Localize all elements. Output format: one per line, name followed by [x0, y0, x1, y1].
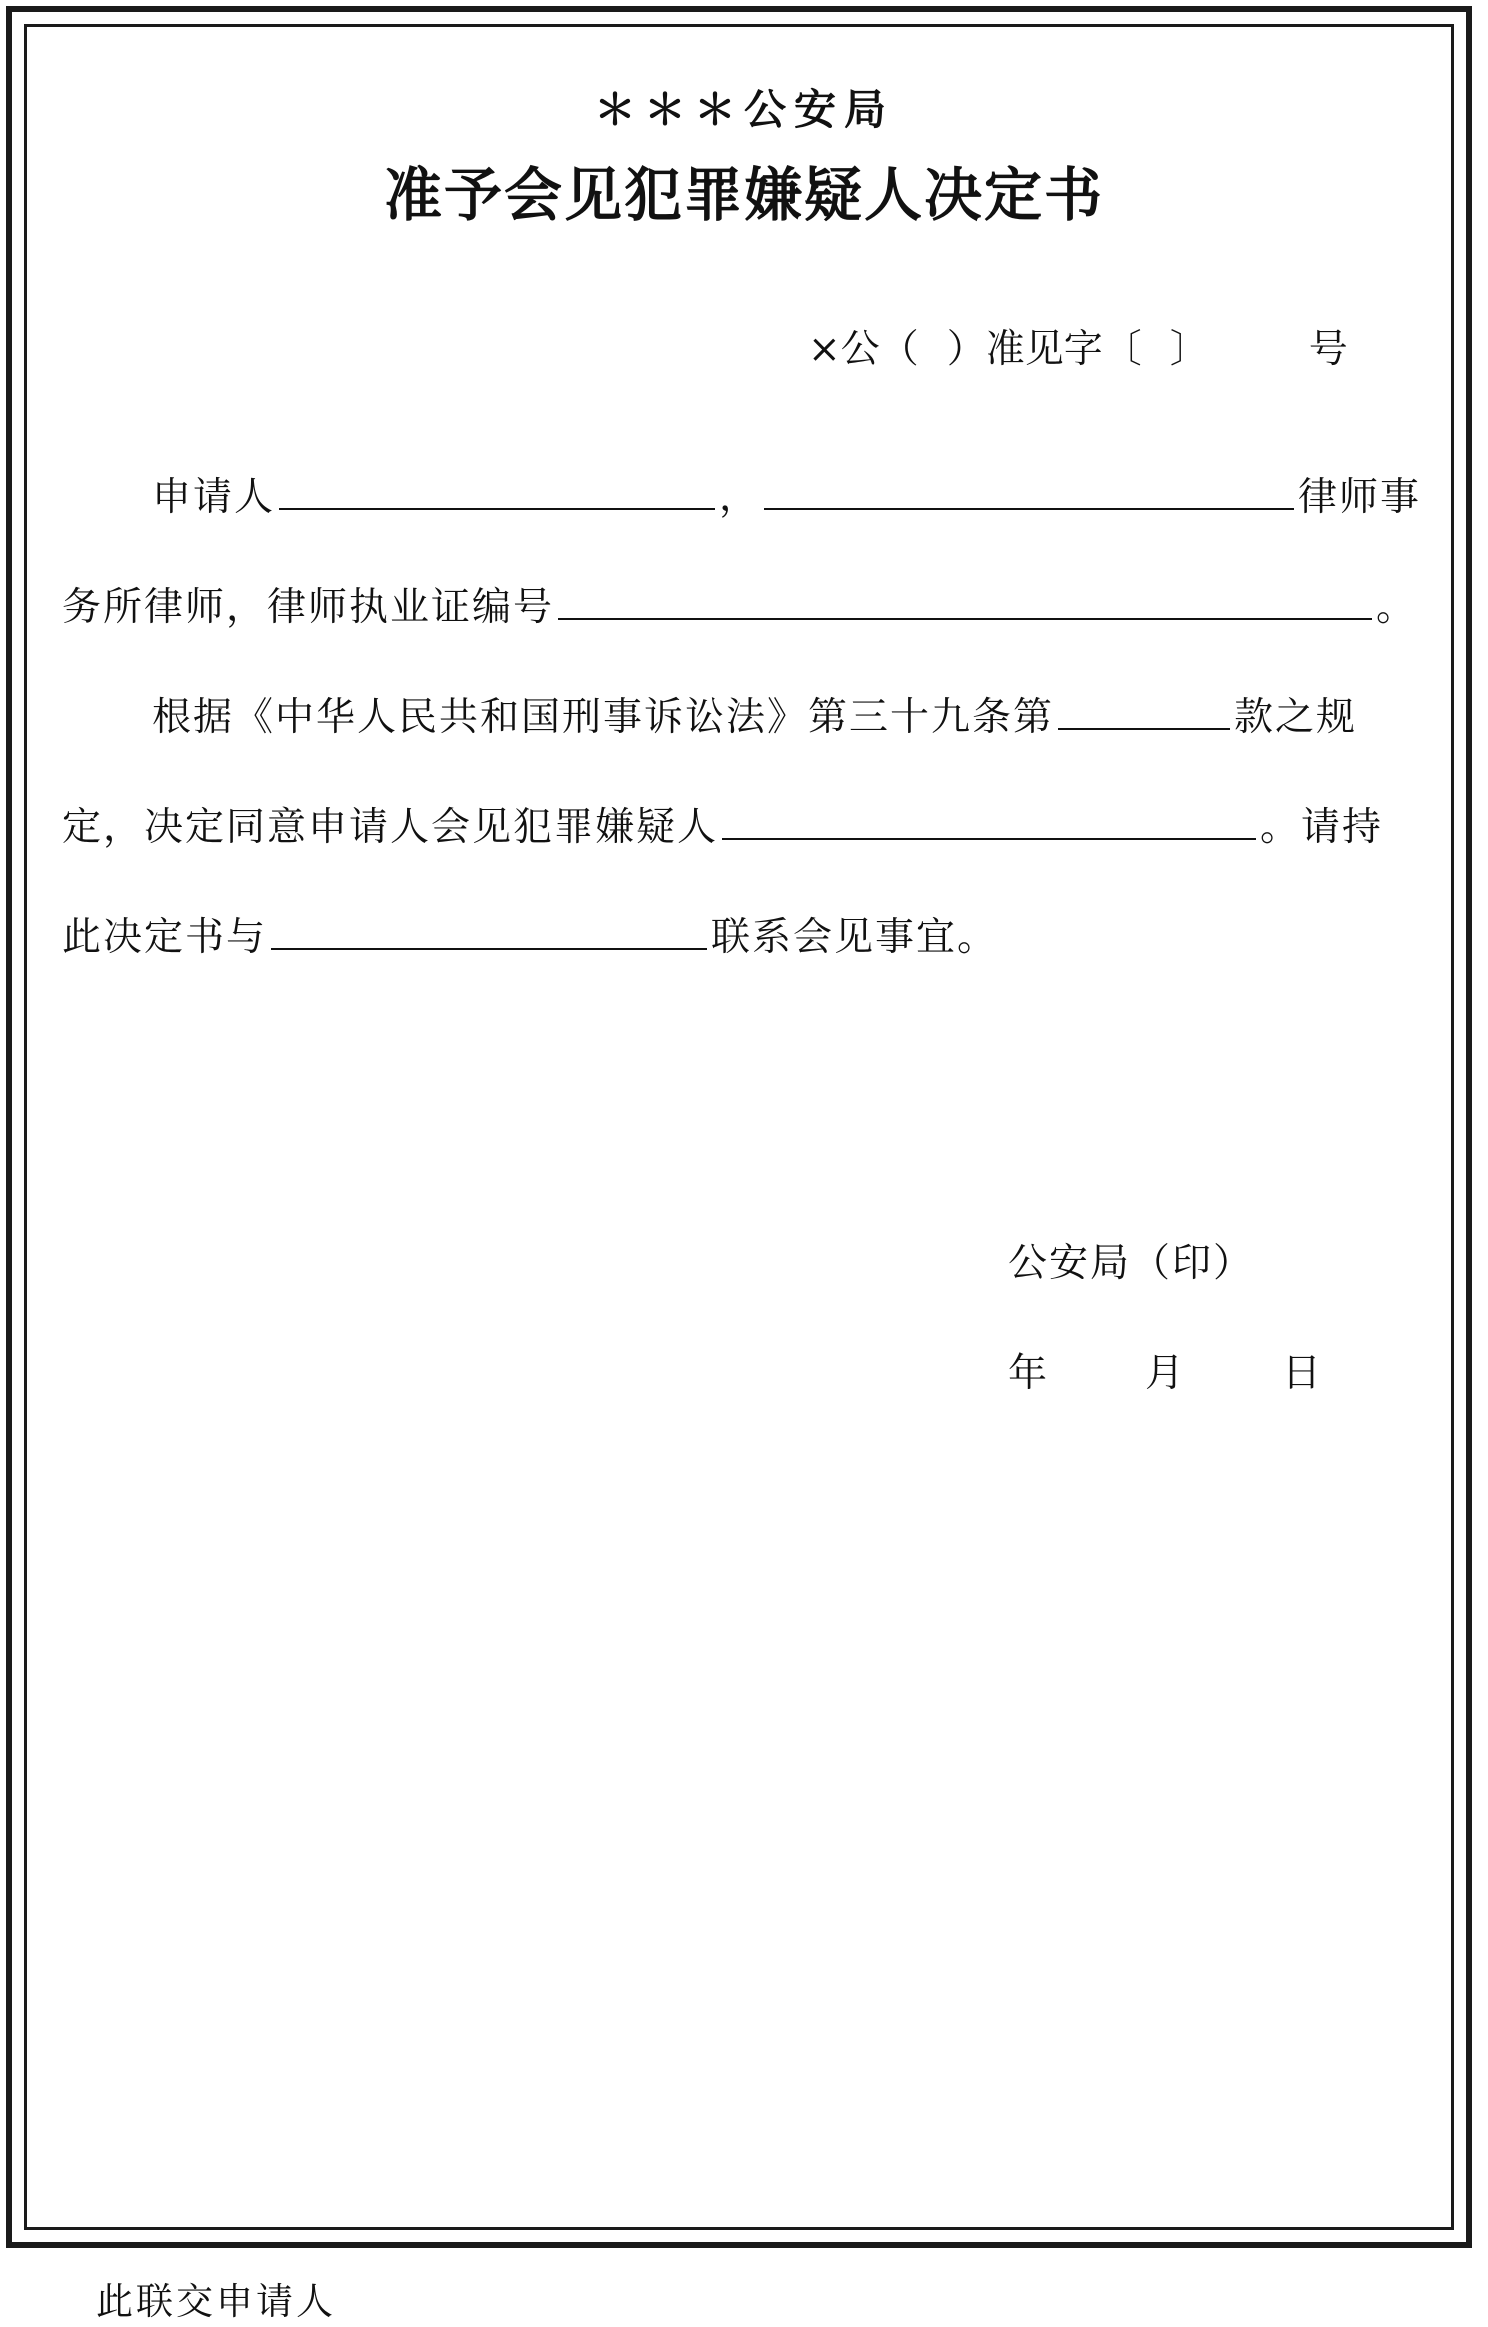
- docno-bracket-open: 〔: [1102, 327, 1142, 372]
- license-line: [62, 584, 1417, 632]
- month-label: 月: [1145, 1351, 1187, 1396]
- detention-facility-blank[interactable]: [271, 918, 707, 950]
- contact-suffix: 联系会见事宜。: [711, 915, 999, 960]
- copy-note: 此联交申请人: [96, 2280, 336, 2323]
- docno-paren-close: ）: [946, 327, 986, 372]
- agency-name: ＊＊＊公安局: [593, 85, 894, 134]
- docno-suffix: 号: [1308, 327, 1348, 372]
- contact-prefix: 此决定书与: [62, 915, 268, 960]
- request-text: 。请持: [1260, 805, 1384, 850]
- docno-type: 准见字: [985, 327, 1103, 372]
- comma: ，: [719, 475, 761, 520]
- applicant-name-blank[interactable]: [279, 478, 715, 510]
- law-firm-label-a: 律师事: [1298, 475, 1422, 520]
- issuer-seal: [1008, 1240, 1254, 1288]
- law-firm-label-b: 务所律师，律师执业证编号: [62, 585, 555, 630]
- year-label: 年: [1008, 1351, 1050, 1396]
- issuer-text: 公安局（印）: [1008, 1241, 1255, 1286]
- clause-suffix: 款之规: [1234, 695, 1358, 740]
- day-label: 日: [1282, 1351, 1324, 1396]
- contact-line: [62, 914, 998, 962]
- applicant-label: 申请人: [152, 475, 276, 520]
- law-firm-blank[interactable]: [764, 478, 1294, 510]
- docno-bracket-close: 〕: [1169, 327, 1209, 372]
- docno-prefix: ×公: [808, 327, 880, 372]
- document-number: [808, 326, 1348, 374]
- applicant-line: [152, 474, 1421, 522]
- basis-line: [152, 694, 1357, 742]
- suspect-name-blank[interactable]: [722, 808, 1256, 840]
- license-period: 。: [1376, 585, 1418, 630]
- clause-blank[interactable]: [1058, 698, 1230, 730]
- document-title: 准予会见犯罪嫌疑人决定书: [383, 161, 1104, 229]
- basis-text: 根据《中华人民共和国刑事诉讼法》第三十九条第: [152, 695, 1055, 740]
- docno-paren-open: （: [879, 327, 919, 372]
- decision-text: 定，决定同意申请人会见犯罪嫌疑人: [62, 805, 719, 850]
- date-line: [1008, 1350, 1323, 1398]
- license-number-blank[interactable]: [558, 588, 1372, 620]
- decision-line: [62, 804, 1383, 852]
